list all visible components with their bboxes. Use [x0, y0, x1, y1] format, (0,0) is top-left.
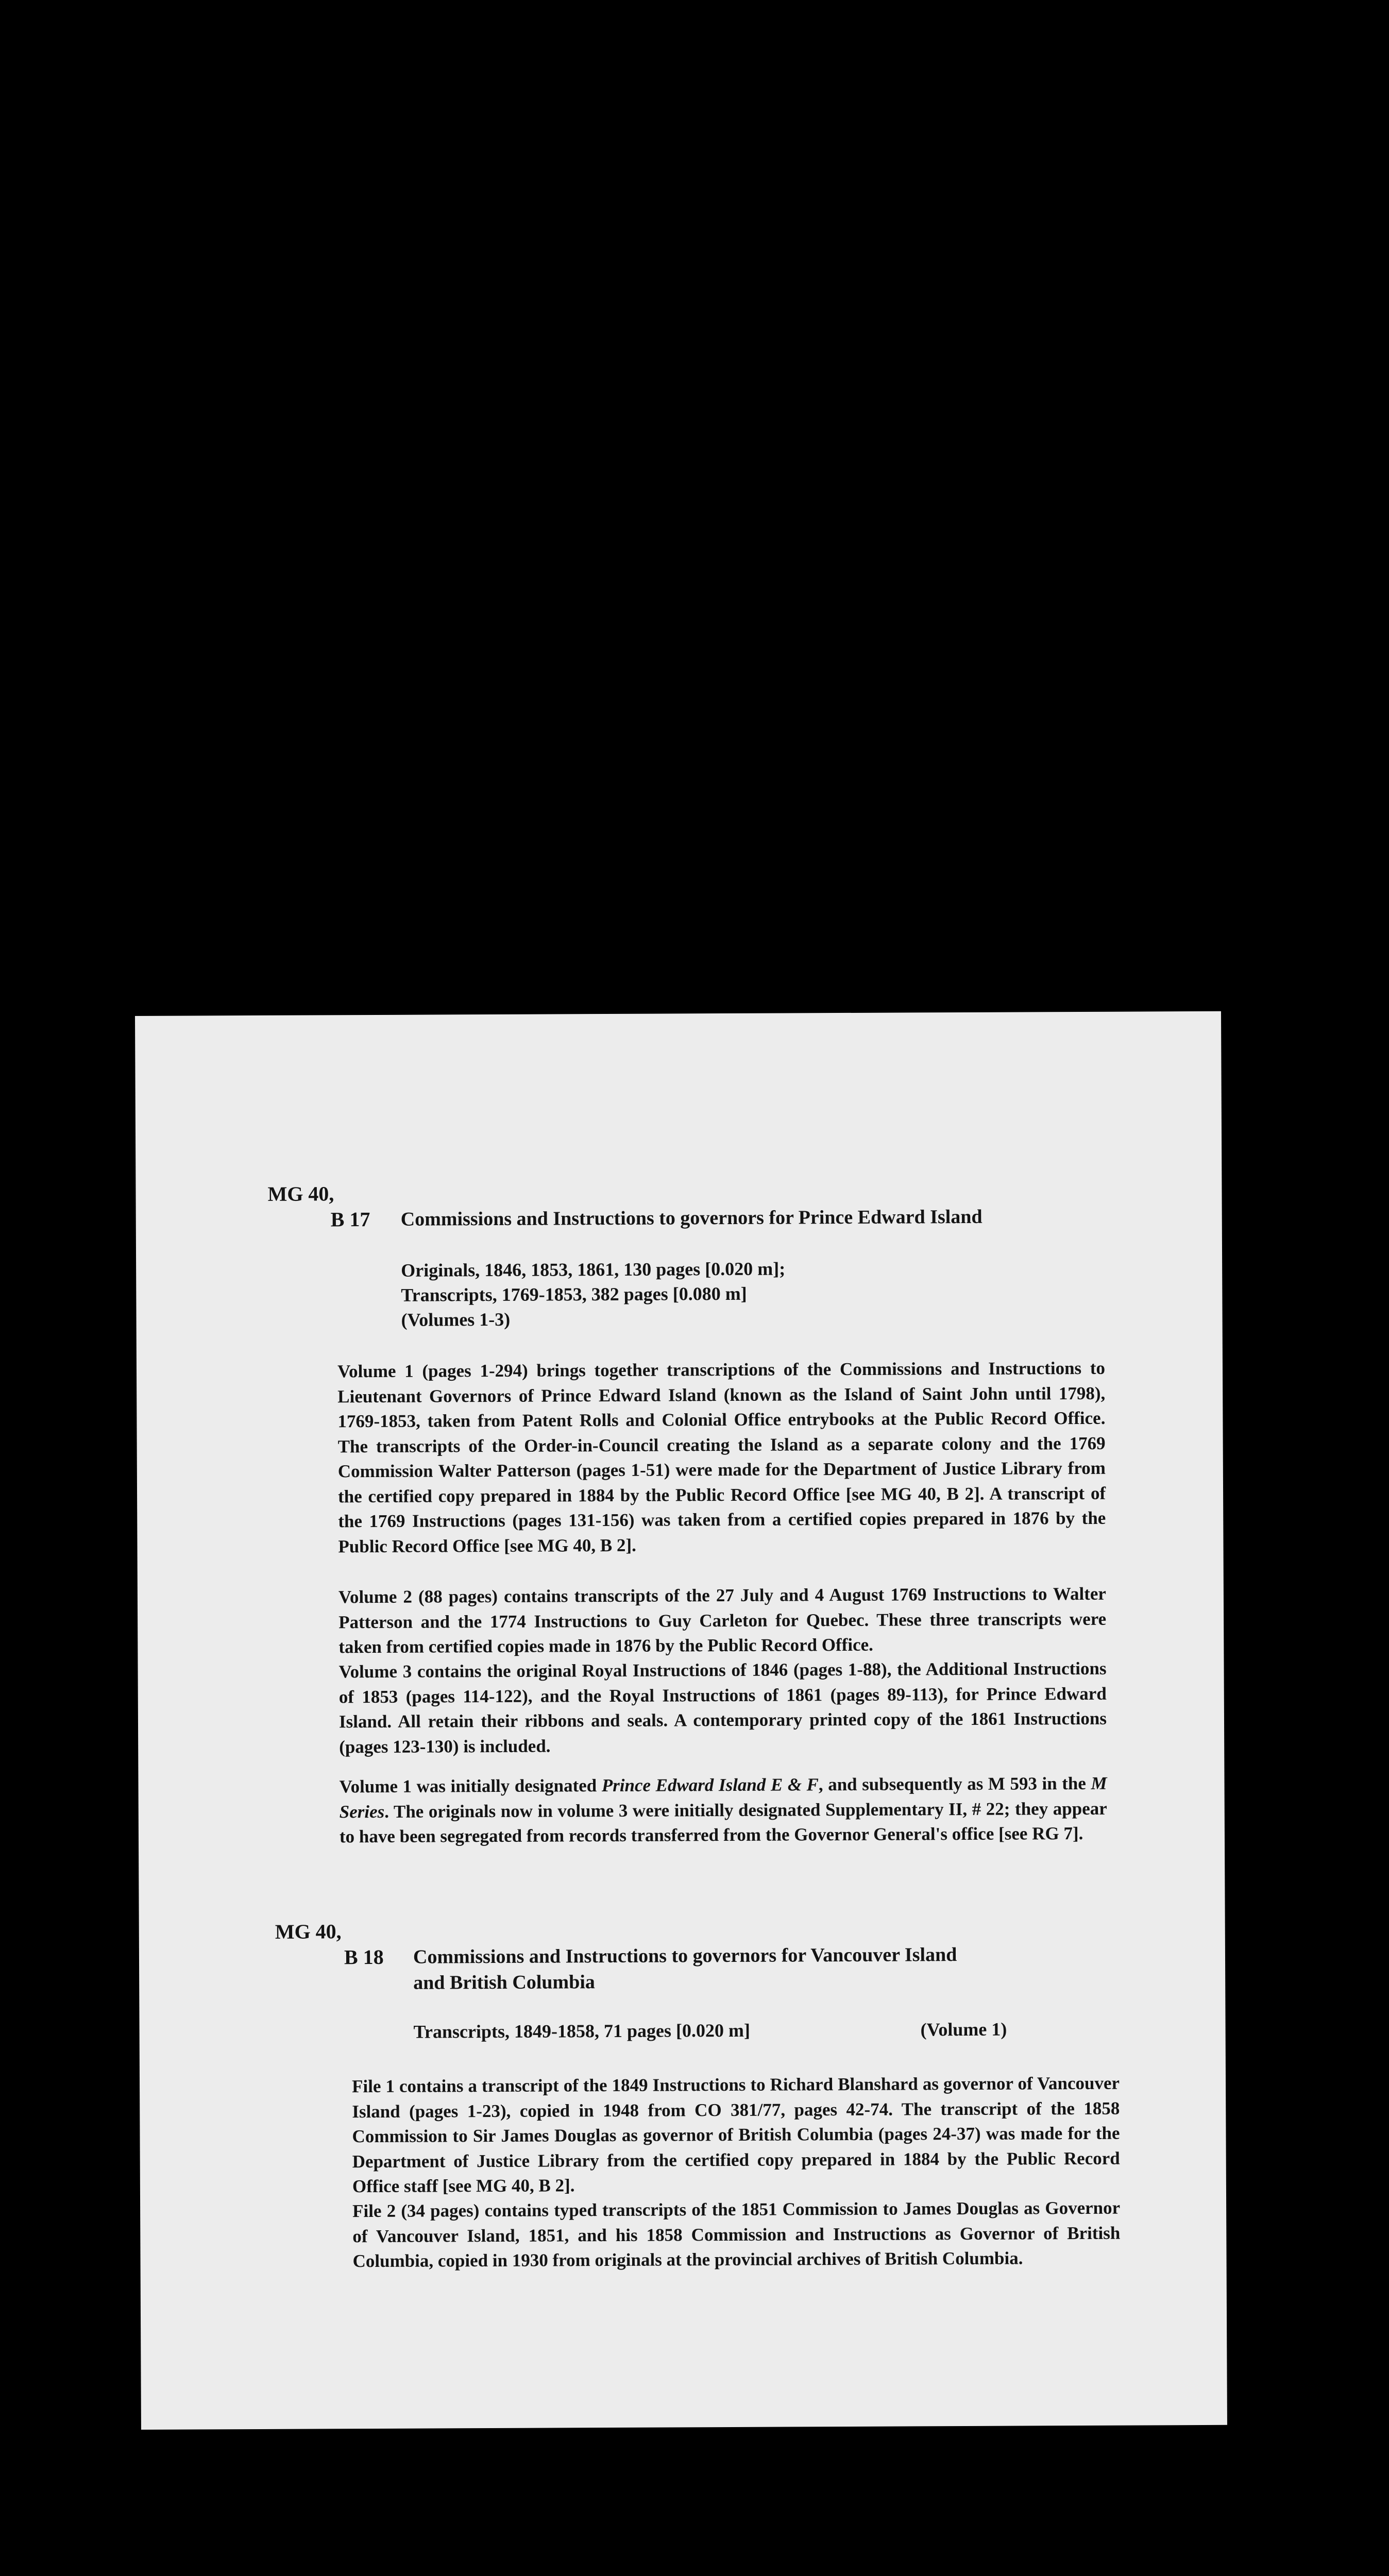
file-1-description-b18: File 1 contains a transcript of the 1849 Instructions to Richard Blanshard as governor of Vancouver Island (pages 1-23), copied in 1948 from CO 381/77, pages 42-74. The transcript of the 1858 Commission to Sir James Douglas as governor of British Columbia (pages 24-37) was made for the Department of Justice Library from the certified copy prepared in 1884 by the Public Record Office staff [see MG 40, B 2].	[351, 2073, 1120, 2197]
file-2-description-b18: File 2 (34 pages) contains typed transcripts of the 1851 Commission to James Douglas as Governor of Vancouver Island, 1851, and his 1858 Commission and Instructions as Governor of British Columbia, copied in 1930 from originals at the provincial archives of British Columbia.	[352, 2197, 1121, 2272]
description-volume-2-b17: Volume 2 (88 pages) contains transcripts of the 27 July and 4 August 1769 Instructions to Walter Patterson and the 1774 Instructions to Guy Carleton for Quebec. These three transcripts were taken from certified copies made in 1876 by the Public Record Office.	[338, 1583, 1107, 1657]
series-label-b18: MG 40,	[275, 1920, 342, 1943]
extent-line-1-b17: Originals, 1846, 1853, 1861, 130 pages [0.020 m];	[401, 1258, 786, 1281]
note-text-1: Volume 1 was initially designated	[339, 1775, 602, 1797]
note-text-3: . The originals now in volume 3 were initially designated Supplementary II, # 22; they appear to have been segregated from records transferred from the Governor General's office [see RG 7].	[339, 1798, 1107, 1847]
volume-b18: (Volume 1)	[920, 2019, 1007, 2040]
description-volume-1-b17: Volume 1 (pages 1-294) brings together transcriptions of the Commissions and Instructions to Lieutenant Governors of Prince Edward Island (known as the Island of Saint John until 1798), 1769-1853, taken from Patent Rolls and Colonial Office entrybooks at the Public Record Office. The transcripts of the Order-in-Council creating the Island as a separate colony and the 1769 Commission Walter Patterson (pages 1-51) were made for the Department of Justice Library from the certified copy prepared in 1884 by the Public Record Office [see MG 40, B 2]. A transcript of the 1769 Instructions (pages 131-156) was taken from a certified copies prepared in 1876 by the Public Record Office [see MG 40, B 2].	[337, 1358, 1106, 1556]
series-label-b17: MG 40,	[267, 1182, 334, 1206]
description-volume-3-b17: Volume 3 contains the original Royal Instructions of 1846 (pages 1-88), the Additional Instructions of 1853 (pages 114-122), and the Royal Instructions of 1861 (pages 89-113), for Prince Edward Island. All retain their ribbons and seals. A contemporary printed copy of the 1861 Instructions (pages 123-130) is included.	[338, 1658, 1107, 1757]
designation-note-b17	[339, 1771, 1107, 1850]
document-page	[135, 1011, 1227, 2430]
note-italic-1: Prince Edward Island E & F	[601, 1774, 819, 1796]
note-text-2: , and subsequently as M 593 in the	[818, 1773, 1091, 1795]
entry-code-b17: B 17	[330, 1208, 370, 1231]
extent-line-2-b17: Transcripts, 1769-1853, 382 pages [0.080 m]	[401, 1283, 747, 1306]
extent-b18: Transcripts, 1849-1858, 71 pages [0.020 m]	[413, 2020, 750, 2042]
entry-title-b18-line-1: Commissions and Instructions to governors for Vancouver Island	[413, 1944, 957, 1968]
entry-code-b18: B 18	[344, 1945, 384, 1969]
extent-line-3-b17: (Volumes 1-3)	[401, 1309, 511, 1330]
entry-title-b18-line-2: and British Columbia	[413, 1971, 595, 1994]
note-italic-2: M Series	[339, 1773, 1107, 1822]
entry-title-b17: Commissions and Instructions to governors for Prince Edward Island	[400, 1206, 983, 1230]
